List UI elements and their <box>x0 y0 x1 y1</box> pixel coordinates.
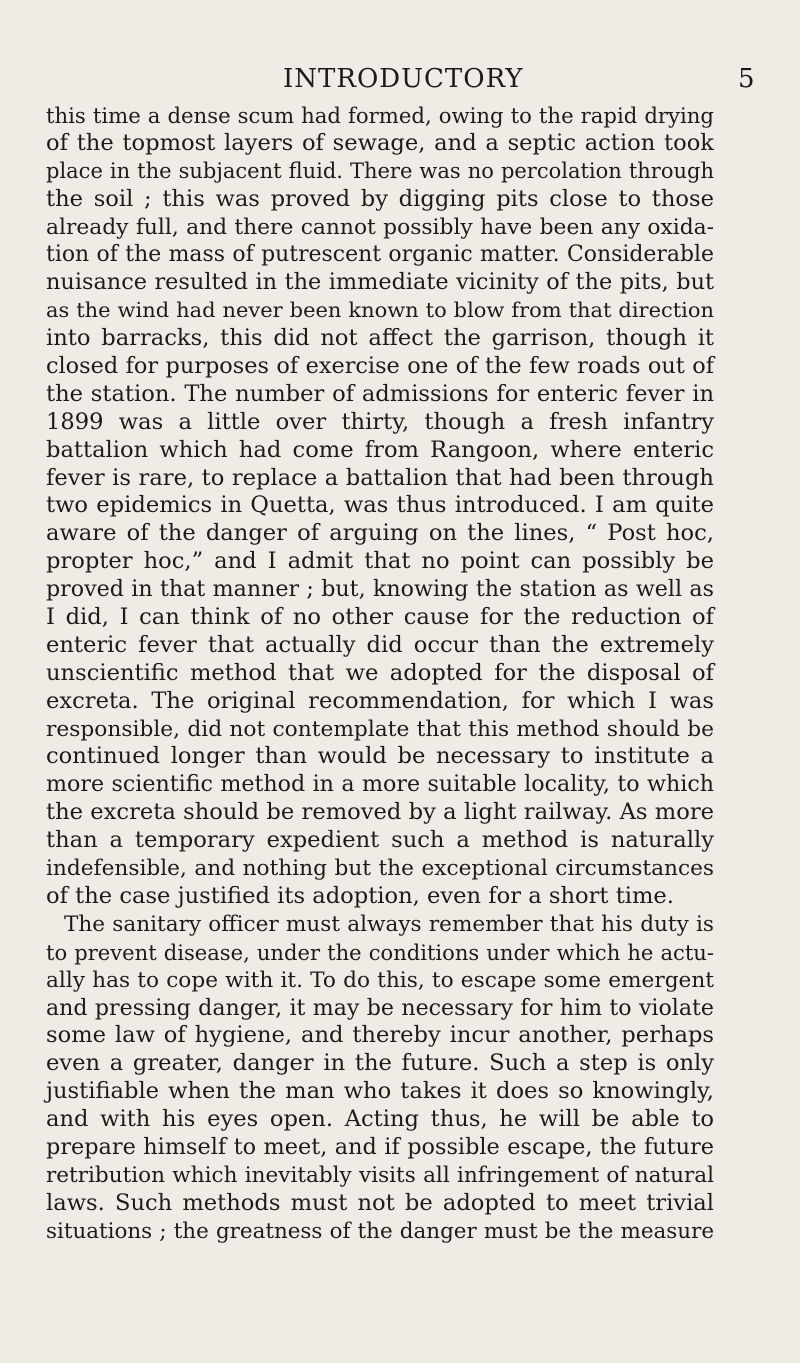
text-line: fever is rare, to replace a battalion that had been through <box>46 464 714 491</box>
text-line: unscientific method that we adopted for the disposal of <box>46 659 714 686</box>
text-line: the excreta should be removed by a light railway. As more <box>46 799 714 826</box>
text-line: tion of the mass of putrescent organic matter. Considerable <box>46 242 714 268</box>
text-line: excreta. The original recommendation, for which I was <box>46 687 714 714</box>
text-line: of the topmost layers of sewage, and a septic action took <box>46 129 714 156</box>
text-line: propter hoc,” and I admit that no point can possibly be <box>46 548 714 575</box>
text-line: nuisance resulted in the immediate vicinity of the pits, but <box>46 269 714 296</box>
text-line: aware of the danger of arguing on the lines, “ Post hoc, <box>46 520 714 547</box>
text-line: two epidemics in Quetta, was thus introduced. I am quite <box>46 492 714 519</box>
text-line: continued longer than would be necessary to institute a <box>46 743 714 770</box>
text-line: the soil ; this was proved by digging pits close to those <box>46 185 714 212</box>
text-line: some law of hygiene, and thereby incur another, perhaps <box>46 1022 714 1049</box>
body-text <box>46 102 714 1246</box>
text-line: and with his eyes open. Acting thus, he will be able to <box>46 1106 714 1133</box>
text-line: and pressing danger, it may be necessary for him to violate <box>46 994 714 1021</box>
text-line: place in the subjacent fluid. There was no percolation through <box>46 158 714 183</box>
running-head <box>0 64 800 94</box>
text-line: laws. Such methods must not be adopted to meet trivial <box>46 1189 714 1216</box>
running-title: INTRODUCTORY <box>283 64 524 94</box>
text-line: ally has to cope with it. To do this, to escape some emergent <box>46 967 714 993</box>
text-line: even a greater, danger in the future. Such a step is only <box>46 1050 714 1077</box>
text-line: to prevent disease, under the conditions under which he actu- <box>46 939 714 965</box>
text-line: prepare himself to meet, and if possible escape, the future <box>46 1133 714 1160</box>
text-line: battalion which had come from Rangoon, where enteric <box>46 436 714 463</box>
text-line: situations ; the greatness of the danger must be the measure <box>46 1218 714 1244</box>
text-line: closed for purposes of exercise one of the few roads out of <box>46 353 714 380</box>
page-number: 5 <box>738 64 755 94</box>
text-line: already full, and there cannot possibly have been any oxida- <box>46 214 714 240</box>
text-line: enteric fever that actually did occur than the extremely <box>46 631 714 658</box>
text-line: proved in that manner ; but, knowing the station as well as <box>46 576 714 603</box>
text-line: indefensible, and nothing but the exceptional circumstances <box>46 856 714 882</box>
text-line: 1899 was a little over thirty, though a fresh infantry <box>46 408 714 435</box>
text-line: responsible, did not contemplate that this method should be <box>46 716 714 742</box>
text-line: into barracks, this did not affect the garrison, though it <box>46 325 714 352</box>
text-line: of the case justified its adoption, even for a short time. <box>46 882 674 909</box>
text-line: retribution which inevitably visits all infringement of natural <box>46 1162 714 1188</box>
text-line: The sanitary officer must always remember that his duty is <box>64 911 714 937</box>
text-line: justifiable when the man who takes it does so knowingly, <box>46 1078 714 1105</box>
text-line: than a temporary expedient such a method is naturally <box>46 827 714 854</box>
text-line: the station. The number of admissions for enteric fever in <box>46 380 714 407</box>
text-line: as the wind had never been known to blow from that direction <box>46 298 714 323</box>
text-line: I did, I can think of no other cause for the reduction of <box>46 604 714 631</box>
text-line: more scientific method in a more suitable locality, to which <box>46 771 714 798</box>
text-line: this time a dense scum had formed, owing to the rapid drying <box>46 103 714 128</box>
